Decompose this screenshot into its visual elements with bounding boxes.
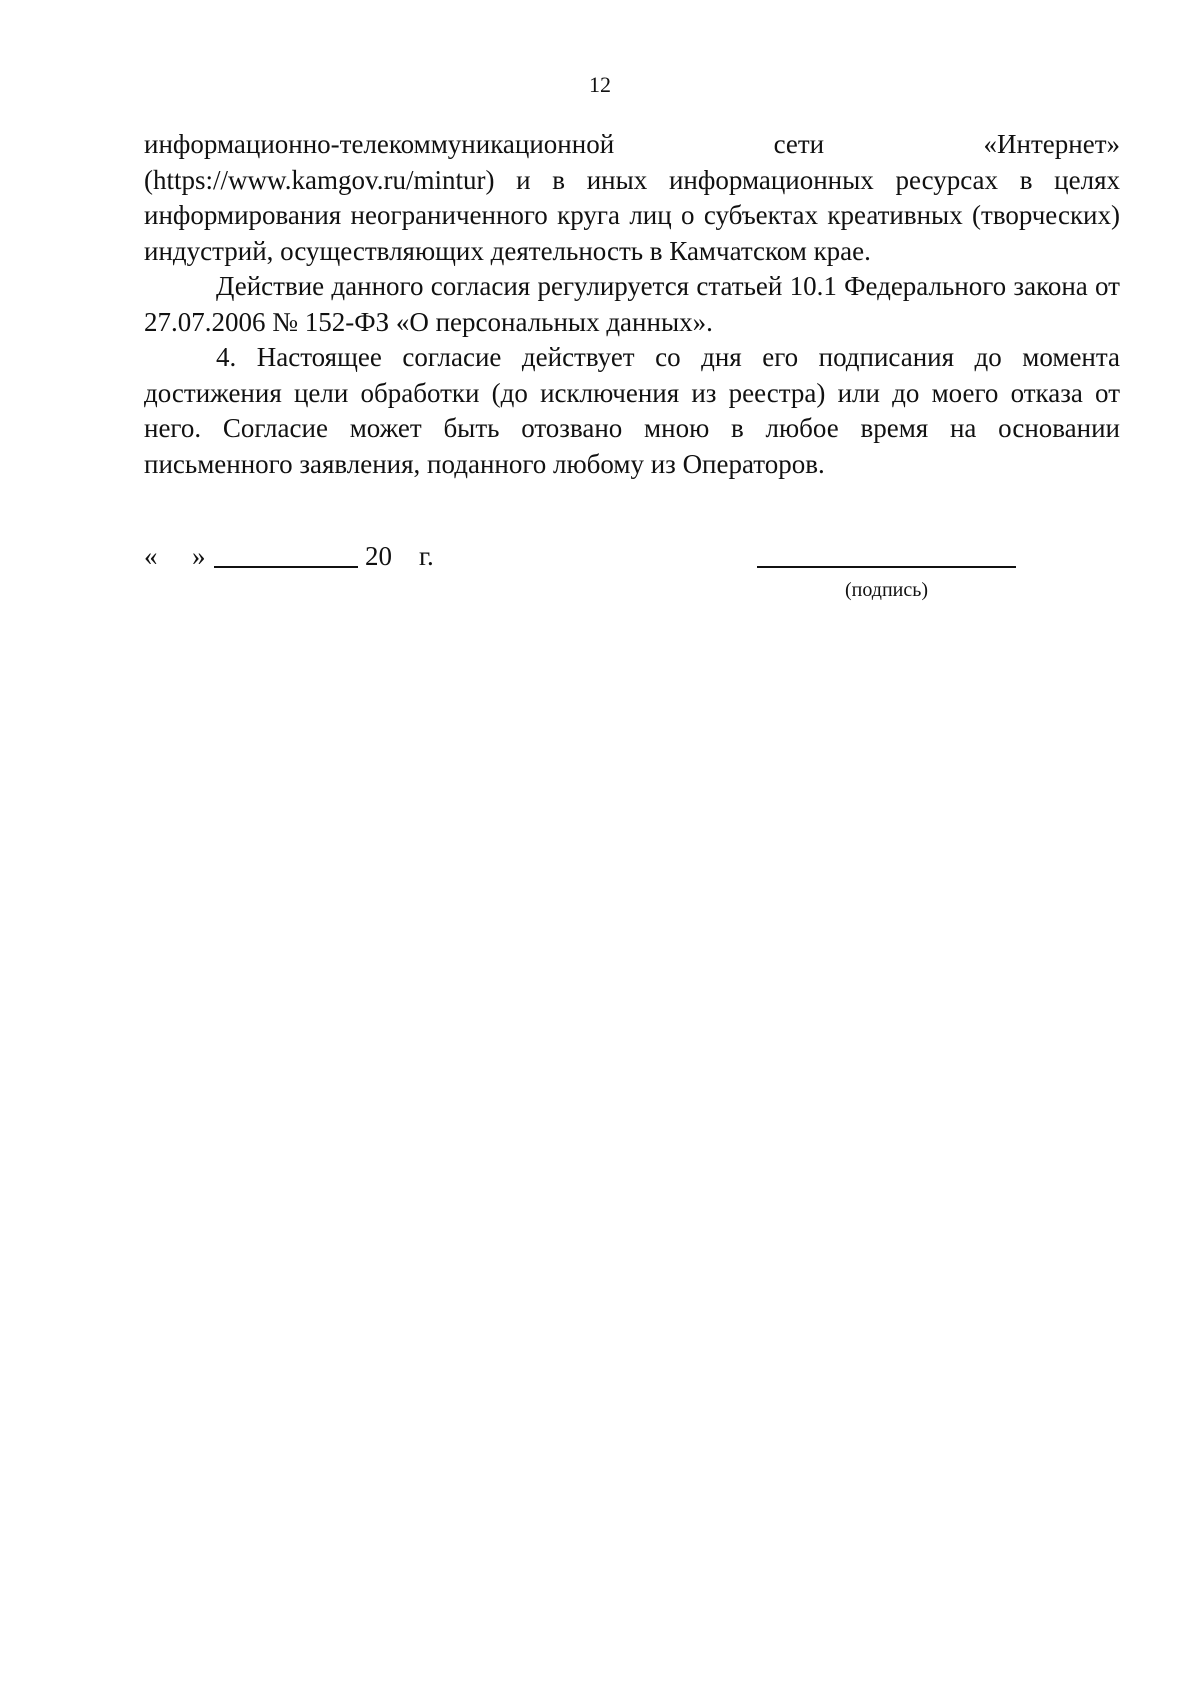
- paragraph-3: 4. Настоящее согласие действует со дня его подписания до момента достижения цели обработки (до исключения из реестра) или до моего отказа от него. Согласие может быть отозвано мною в любое время на основании письменного заявления, поданного любому из Операторов.: [144, 342, 1120, 479]
- first-line-word-2: сети: [773, 129, 825, 159]
- document-body: [144, 127, 1120, 482]
- first-line-word-3: «Интернет»: [983, 129, 1120, 159]
- year-prefix: 20: [365, 541, 392, 571]
- paragraph-1-continuation: (https://www.kamgov.ru/mintur) и в иных информационных ресурсах в целях информирования неограниченного круга лиц о субъектах креативных (творческих) индустрий, осуществляющих деятельность в Камчатском крае.: [144, 164, 1120, 266]
- signature-blank-line: [757, 566, 1016, 568]
- signature-caption: (подпись): [844, 579, 929, 601]
- date-quote-open: «: [144, 541, 158, 571]
- first-line-word-1: информационно-телекоммуникационной: [144, 129, 615, 159]
- paragraph-2: Действие данного согласия регулируется статьей 10.1 Федерального закона от 27.07.2006 № 152-ФЗ «О персональных данных».: [144, 271, 1120, 337]
- month-blank-line: [214, 566, 358, 568]
- date-quote-close: »: [192, 541, 206, 571]
- first-line: [144, 127, 1120, 163]
- year-suffix: г.: [419, 541, 434, 571]
- page-number: 12: [589, 72, 611, 97]
